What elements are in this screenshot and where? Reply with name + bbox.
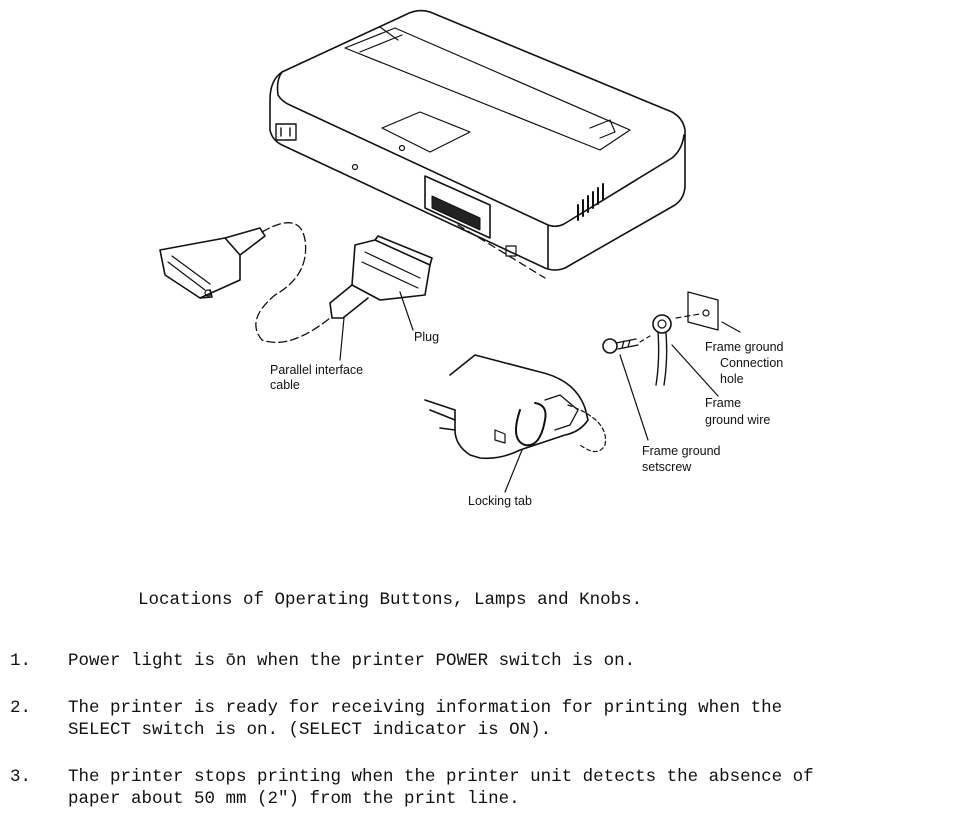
cable-connector-left bbox=[160, 228, 265, 298]
label-plug: Plug bbox=[414, 330, 440, 344]
list-item-number: 3. bbox=[10, 767, 32, 787]
label-setscrew-2: setscrew bbox=[642, 460, 692, 474]
printer-body bbox=[270, 11, 685, 278]
list-item-text: The printer stops printing when the printer unit detects the absence of paper about 50 mm (2") from the print line. bbox=[68, 767, 814, 809]
list-item-text: The printer is ready for receiving information for printing when the SELECT switch is on. (SELECT indicator is ON). bbox=[68, 698, 783, 740]
label-frame-ground-wire-2: ground wire bbox=[705, 413, 771, 427]
label-frame-ground-hole-2: Connection bbox=[720, 356, 784, 370]
cable-plug bbox=[330, 236, 432, 318]
parallel-cable bbox=[256, 223, 330, 343]
section-heading: Locations of Operating Buttons, Lamps and Knobs. bbox=[138, 590, 643, 610]
label-locking-tab: Locking tab bbox=[468, 494, 532, 508]
label-setscrew-1: Frame ground bbox=[642, 444, 721, 458]
label-frame-ground-wire-1: Frame bbox=[705, 396, 742, 410]
label-frame-ground-hole-1: Frame ground bbox=[705, 340, 784, 354]
list-item-text: Power light is ōn when the printer POWER switch is on. bbox=[68, 651, 636, 671]
locking-tab-detail bbox=[425, 355, 606, 492]
list-item-number: 1. bbox=[10, 651, 32, 671]
label-frame-ground-hole-3: hole bbox=[720, 372, 744, 386]
label-parallel-interface-cable: Parallel interface cable bbox=[270, 363, 364, 392]
list-item-number: 2. bbox=[10, 698, 32, 718]
